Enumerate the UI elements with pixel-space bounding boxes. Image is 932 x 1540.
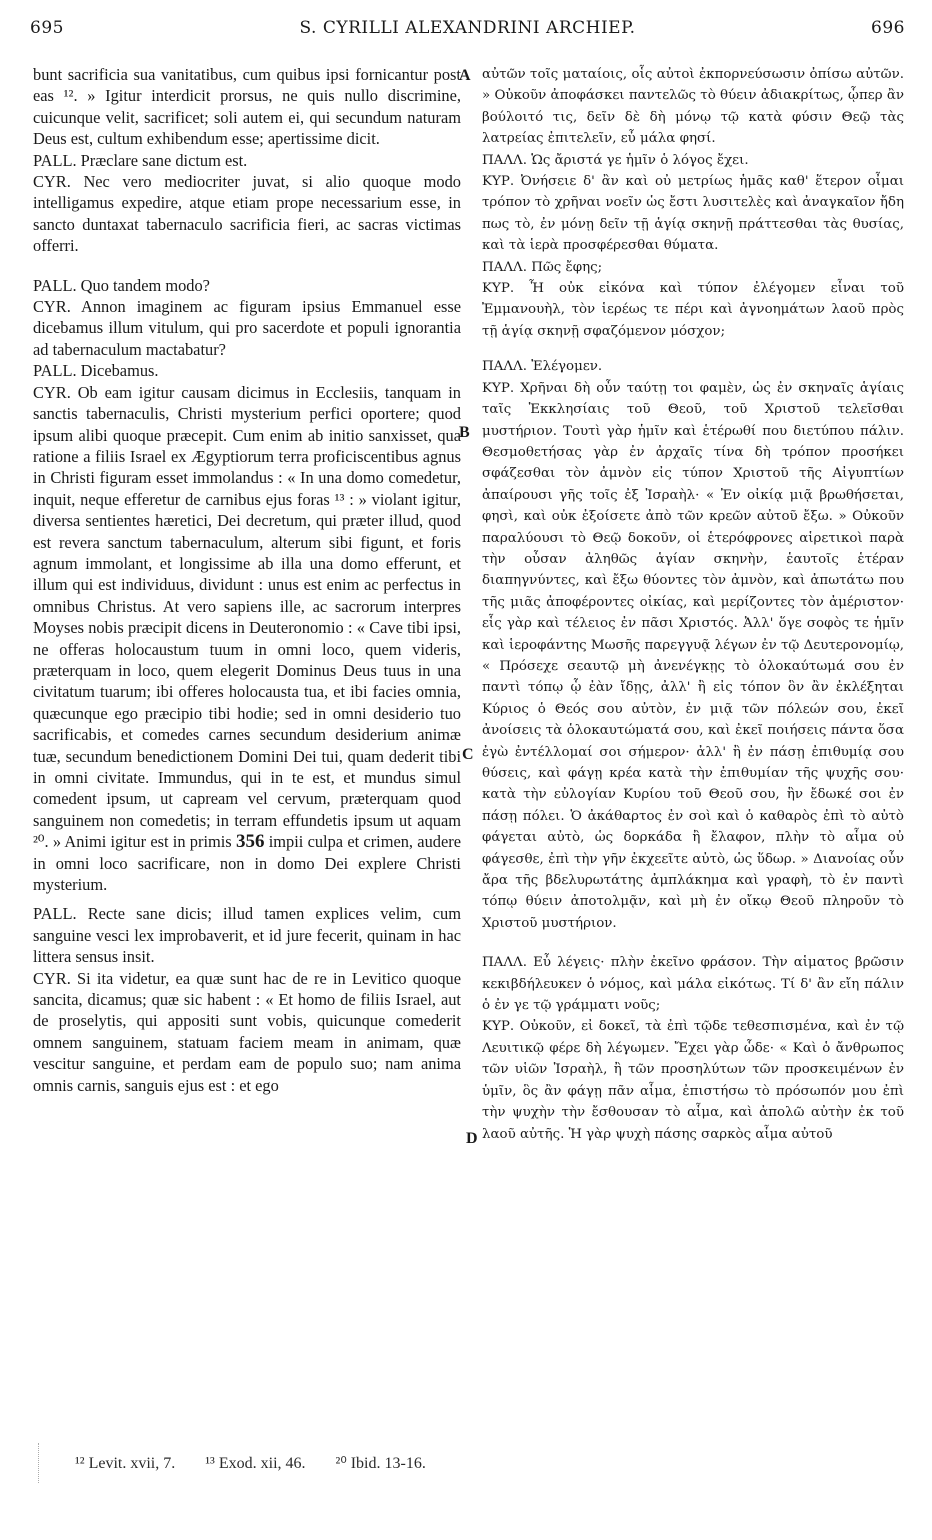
footnote: ¹² Levit. xvii, 7. [75, 1455, 176, 1472]
latin-paragraph: CYR. Si ita videtur, ea quæ sunt hac de re in Levitico quoque sancita, dicamus; quæ sic habent : « Et homo de filiis Israel, aut de proselytis, qui appositi sunt vobis, quicunque comederit omnem sanguinem, statuam faciem meam in animam, quæ vescitur sanguine, et perdam eam de populo suo; nam anima omnis carnis, sanguis ejus est : et ego [33, 968, 461, 1095]
latin-paragraph: bunt sacrificia sua vanitatibus, cum quibus ipsi fornicantur post eas ¹². » Igitur interdicit prorsus, ne quis nullo discrimine, cuicunque velit, sacrificet; soli autem ei, qui secundum naturam Deus est, cultum exhibendum esse; apertissime dicit. [33, 65, 461, 149]
greek-paragraph: ΚΥΡ. Χρῆναι δὴ οὖν ταύτῃ τοι φαμὲν, ὡς ἐν σκηναῖς ἁγίαις ταῖς Ἐκκλησίαις τοῦ Θεοῦ, τοῦ Χριστοῦ τελεῖσθαι μυστήριον. Τουτὶ γὰρ ἡμῖν καὶ ἑτέρωθί που διετύπου πάλιν. Θεσμοθετήσας γὰρ ἐν ἀρχαῖς τίνα δὴ τρόπον προσήκει σφάζεσθαι τὸν ἀμνὸν εἰς τύπον Χριστοῦ τῆς Αἰγυπτίων ἀπαίρουσι γῆς τοῖς ἐξ Ἰσραὴλ· « Ἐν οἰκίᾳ μιᾷ βρωθήσεται, φησὶ, καὶ οὐκ ἐξοίσετε ἀπὸ τῶν κρεῶν αὐτοῦ ἔξω. » Οὐκοῦν παραλύουσι τὸ Θεῷ δοκοῦν, οἱ ἑτερόφρονες αἱρετικοὶ παρὰ τὴν οὖσαν ἀληθῶς ἁγίαν σκηνὴν, ἑαυτοῖς ἑτέραν διαπηγνύντες, καὶ ἔξω θύοντες τὸν ἀμνὸν, καὶ ἀπωτάτω που τῆς μιᾶς ἀποφέροντες οἰκίας, καὶ μερίζοντες τὸν ἀμέριστον· εἷς γὰρ καὶ τέλειος ἐν πᾶσι Χριστός. Ἀλλ' ὅγε σοφὸς τε ἡμῖν καὶ ἱεροφάντης Μωσῆς παρεγγυᾷ λέγων ἐν τῷ Δευτερονομίῳ, « Πρόσεχε σεαυτῷ μὴ ἀνενέγκῃς τὸ ὁλοκαύτωμά σου ἐν παντὶ τόπῳ ᾧ ἐὰν ἴδῃς, ἀλλ' ἢ εἰς τόπον ὃν ἂν ἐκλέξηται Κύριος ὁ Θεός σου αὐτὸν, ἐν μιᾷ τῶν πόλεών σου, ἐκεῖ ἀνοίσεις τὰ ὁλοκαυτώματά σου, καὶ ἐκεῖ ποιήσεις πάντα ὅσα ἐγὼ ἐντέλλομαί σοι σήμερον· ἀλλ' ἢ ἐν πάσῃ ἐπιθυμίᾳ σου θύσεις, καὶ φάγῃ κρέα κατὰ τὴν ἐπιθυμίαν τῆς ψυχῆς σου· κατὰ τὴν εὐλογίαν Κυρίου τοῦ Θεοῦ σου, ἣν ἔδωκέ σοι ἐν πάσῃ πόλει. Ὁ ἀκάθαρτος ἐν σοὶ καὶ ὁ καθαρὸς ἐπὶ τὸ αὐτὸ φάγεται αὐτὸ, ὡς δορκάδα ἢ ἔλαφον, πλὴν τὸ αἷμα οὐ φάγεσθε, ἐπὶ τὴν γῆν ἐκχεεῖτε αὐτὸ, ὡς ὕδωρ. » Διανοίας οὖν ἄρα τῆς βδελυρωτάτης ἀμπλάκημα καὶ γραφὴ, τὸ ἐν παντὶ τόπῳ θύειν ἀποτολμᾷν, καὶ μὴ ἐν οἴκῳ Θεοῦ πληροῦν τὸ Χριστοῦ μυστήριον. [482, 380, 904, 931]
latin-paragraph: PALL. Recte sane dicis; illud tamen explices velim, cum sanguine vesci lex improbaverit, et id jure fecerit, quinam in hac littera sensus insit. [33, 904, 461, 967]
latin-paragraph: PALL. Dicebamus. [33, 361, 159, 381]
latin-text: impii culpa et crimen, audere in omni loco sacrificare, non in domo Dei explere Christi mysterium. [33, 832, 461, 895]
greek-paragraph: ΚΥΡ. Ἦ οὐκ εἰκόνα καὶ τύπον ἐλέγομεν εἶναι τοῦ Ἐμμανουὴλ, τὸν ἱερέως τε πέρι καὶ ἀγνοημάτων λαοῦ πρὸς τῇ ἁγίᾳ σκηνῇ σφαζόμενον μόσχον; [482, 281, 904, 339]
running-title: S. CYRILLI ALEXANDRINI ARCHIEP. [299, 18, 636, 38]
greek-paragraph: ΠΑΛΛ. Ἐλέγομεν. [482, 359, 603, 375]
margin-marker-a: A [459, 67, 471, 84]
greek-column [482, 64, 904, 1145]
footnote: ¹³ Exod. xii, 46. [205, 1455, 306, 1472]
margin-marker-d: D [466, 1130, 478, 1147]
running-header [30, 18, 905, 48]
marginal-number: 356 [235, 831, 265, 853]
page-number-right: 696 [871, 18, 905, 38]
greek-paragraph: ΠΑΛΛ. Πῶς ἔφης; [482, 259, 603, 275]
latin-paragraph: PALL. Præclare sane dictum est. [33, 150, 248, 170]
latin-column [33, 64, 461, 1096]
page-number-left: 695 [30, 18, 64, 38]
footnotes [75, 1453, 452, 1473]
latin-paragraph: PALL. Quo tandem modo? [33, 275, 210, 295]
margin-marker-c: C [462, 746, 474, 763]
greek-paragraph: αὐτῶν τοῖς ματαίοις, οἷς αὐτοὶ ἐκπορνεύσωσιν ὀπίσω αὐτῶν. » Οὐκοῦν ἀποφάσκει παντελῶς τὸ θύειν ἀδιακρίτως, ᾧπερ ἂν βούλοιτό τις, δεῖν δὲ δὴ μόνῳ τῷ κατὰ φύσιν Θεῷ τὰς λατρείας ἐπιτελεῖν, εὖ μάλα φησί. [482, 67, 905, 147]
footnote: ²⁰ Ibid. 13-16. [335, 1455, 426, 1472]
greek-paragraph: ΚΥΡ. Οὐκοῦν, εἰ δοκεῖ, τὰ ἐπὶ τῷδε τεθεσπισμένα, καὶ ἐν τῷ Λευιτικῷ φέρε δὴ λέγωμεν. Ἔχει γὰρ ὧδε· « Καὶ ὁ ἄνθρωπος τῶν υἱῶν Ἰσραὴλ, ἢ τῶν προσηλύτων τῶν προσκειμένων ἐν ὑμῖν, ὃς ἂν φάγῃ πᾶν αἷμα, ἐπιστήσω τὸ πρόσωπόν μου ἐπὶ τὴν ψυχὴν τὴν ἔσθουσαν τὸ αἷμα, καὶ ἀπολῶ αὐτὴν ἐκ τοῦ λαοῦ αὐτῆς. Ἡ γὰρ ψυχὴ πάσης σαρκὸς αἷμα αὐτοῦ [482, 1019, 904, 1142]
greek-paragraph: ΠΑΛΛ. Ὡς ἄριστά γε ἡμῖν ὁ λόγος ἔχει. [482, 152, 749, 168]
latin-paragraph: CYR. Nec vero mediocriter juvat, si alio quoque modo intelligamus expedire, atque etiam prope necessarium esse, in sancto duntaxat tabernaculo sacrificia fieri, ac sacras victimas offerri. [33, 172, 461, 256]
page-edge-mark [38, 1443, 40, 1483]
greek-paragraph: ΚΥΡ. Ὀνήσειε δ' ἂν καὶ οὐ μετρίως ἡμᾶς καθ' ἕτερον οἶμαι τρόπον τὸ χρῆναι νοεῖν ὡς ἔστι λυσιτελὲς καὶ ἀναγκαῖον ἤδη πως τὸ, ἐν μόνῃ δεῖν τῇ ἁγίᾳ σκηνῇ πράττεσθαι τὰς θυσίας, καὶ τὰ ἱερὰ προσφέρεσθαι θύματα. [482, 174, 904, 254]
greek-paragraph: ΠΑΛΛ. Εὖ λέγεις· πλὴν ἐκεῖνο φράσον. Τὴν αἱματος βρῶσιν κεκιβδήλευκεν ὁ νόμος, καὶ μάλα εἰκότως. Τί δ' ἂν εἴη πάλιν ὁ ἐν γε τῷ γράμματι νοῦς; [482, 955, 904, 1014]
latin-text: CYR. Ob eam igitur causam dicimus in Ecclesiis, tanquam in sanctis tabernaculis, Christi mysterium perfici oportere; quod ipsum alibi quoque præcepit. Cum enim ab initio sanxisset, qua ratione a filiis Israel ex Ægyptiorum terra proficiscentibus agnus in Christi figuram esset immolandus : « In una domo comedetur, inquit, neque efferetur de carnibus ejus foras ¹³ : » violant igitur, diversa sentientes hæretici, Dei decretum, qui præter illud, quod est revera sanctum tabernaculum, alterum sibi figunt, et foris agnum immolant, et longissime ab illa una domo efferunt, et illum qui est individuus, dividunt : unus est enim ac perfectus in omnibus Christus. At vero sapiens ille, ac sacrorum interpres Moyses nobis præcipit dicens in Deuteronomio : « Cave tibi ipsi, ne offeras holocaustum tuum in omni loco, quem videris, præterquam in loco, quem elegerit Dominus Deus tuus in una civitatum tuarum; ibi offeres holocausta tua, et ibi facies omnia, quæcunque ego præcipio tibi hodie; sed in omni desiderio tuo sacrificabis, et comedes carnes secundum desiderium animæ tuæ, secundum benedictionem Domini Dei tui, quam dederit tibi in omni civitate. Immundus, qui in te est, et mundus simul comedent ipsum, ut capream vel cervum, præterquam quod sanguinem non comedetis; in terram effundetis ipsum ut aquam ²⁰. » Animi igitur est in primis [33, 382, 461, 852]
margin-marker-b: B [459, 424, 470, 441]
latin-paragraph: CYR. Annon imaginem ac figuram ipsius Emmanuel esse dicebamus illum vitulum, qui pro sacerdote et populi ignorantia ad tabernaculum mactabatur? [33, 297, 461, 359]
latin-paragraph [33, 382, 461, 896]
